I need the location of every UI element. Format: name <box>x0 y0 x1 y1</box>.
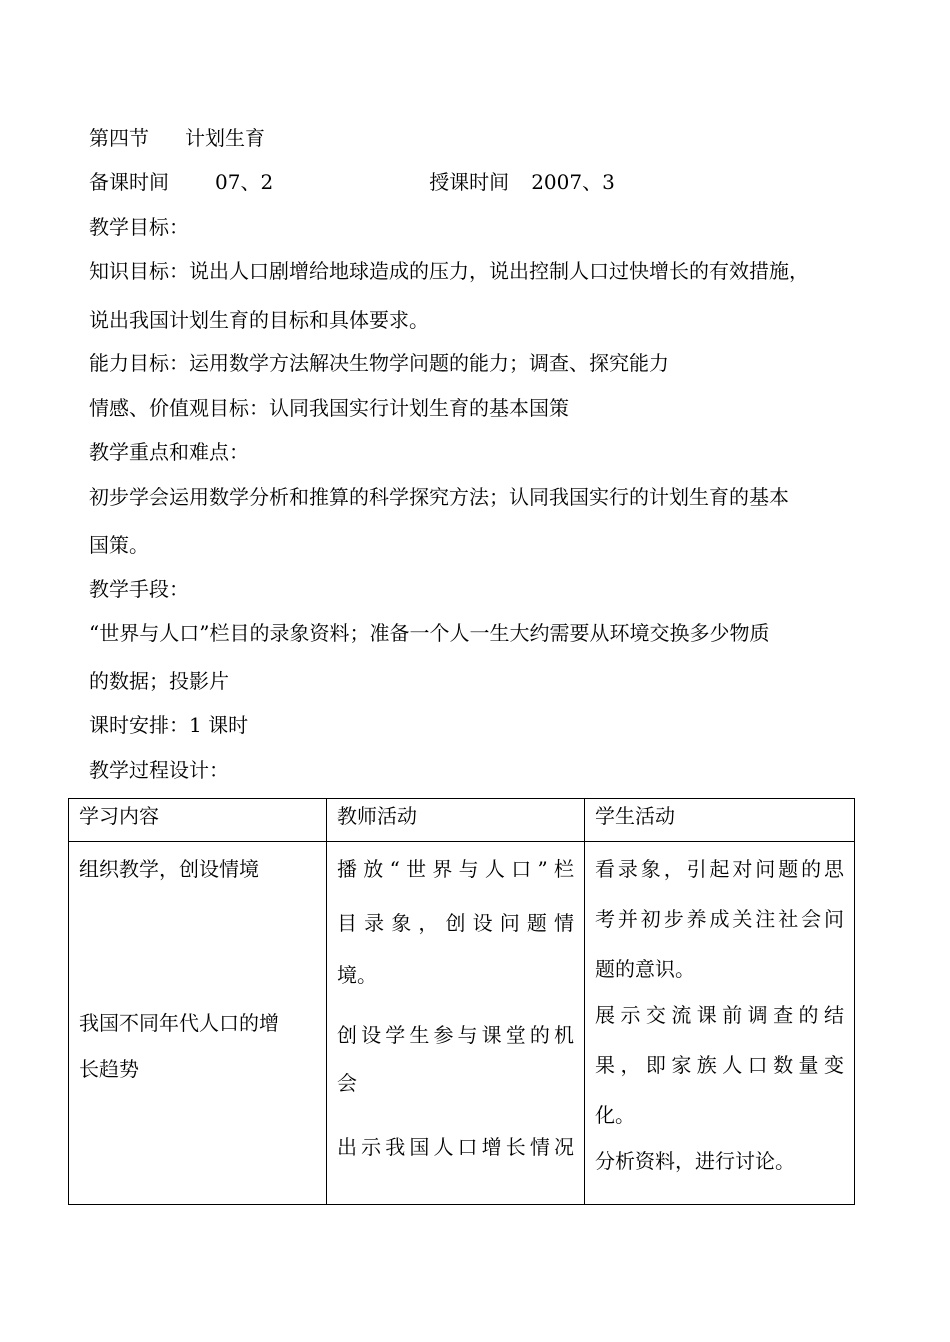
section-number: 第四节 <box>89 126 149 150</box>
teacher-activity-3: 出示我国人口增长情况 <box>337 1135 574 1159</box>
teacher-activity-2-line1: 创设学生参与课堂的机 <box>337 1023 574 1047</box>
teacher-activity-1-line3: 境。 <box>337 963 377 987</box>
student-activity-2-line1: 展示交流课前调查的结 <box>595 1003 844 1027</box>
teach-time-value: 2007、3 <box>531 170 615 194</box>
knowledge-objective-line1: 知识目标：说出人口剧增给地球造成的压力，说出控制人口过快增长的有效措施， <box>89 259 809 283</box>
objectives-heading: 教学目标： <box>89 215 189 239</box>
teacher-cell <box>327 842 585 1205</box>
schedule: 课时安排：1 课时 <box>89 713 249 737</box>
teacher-activity-2-line2: 会 <box>337 1071 357 1095</box>
student-activity-1-line1: 看录象，引起对问题的思 <box>595 857 844 881</box>
process-heading: 教学过程设计： <box>89 758 229 782</box>
key-points-line1: 初步学会运用数学分析和推算的科学探究方法；认同我国实行的计划生育的基本 <box>89 485 789 509</box>
table-row <box>69 842 855 1205</box>
teaching-means-heading: 教学手段： <box>89 577 189 601</box>
section-name: 计划生育 <box>185 126 265 150</box>
teaching-means-line2: 的数据；投影片 <box>89 669 229 693</box>
teacher-activity-1-line2: 目录象，创设问题情 <box>337 911 574 935</box>
student-activity-2-line3: 化。 <box>595 1103 635 1127</box>
student-activity-1-line3: 题的意识。 <box>595 957 695 981</box>
key-points-heading: 教学重点和难点： <box>89 440 249 464</box>
header-content: 学习内容 <box>69 799 327 842</box>
content-item-2-line1: 我国不同年代人口的增 <box>79 1011 279 1035</box>
teaching-means-line1: “世界与人口”栏目的录象资料；准备一个人一生大约需要从环境交换多少物质 <box>89 621 770 645</box>
teach-time-label: 授课时间 <box>429 170 510 194</box>
knowledge-objective-line2: 说出我国计划生育的目标和具体要求。 <box>89 308 429 332</box>
student-cell <box>585 842 855 1205</box>
content-item-1: 组织教学，创设情境 <box>79 857 259 881</box>
emotion-objective: 情感、价值观目标：认同我国实行计划生育的基本国策 <box>89 396 569 420</box>
teacher-activity-1-line1: 播放“世界与人口”栏 <box>337 857 574 881</box>
ability-objective: 能力目标：运用数学方法解决生物学问题的能力；调查、探究能力 <box>89 351 669 375</box>
student-activity-2-line2: 果，即家族人口数量变 <box>595 1053 844 1077</box>
teaching-process-table <box>68 798 855 1205</box>
prep-time-label: 备课时间 <box>89 170 169 194</box>
prep-time-value: 07、2 <box>215 170 274 194</box>
header-student: 学生活动 <box>585 799 855 842</box>
student-activity-1-line2: 考并初步养成关注社会问 <box>595 907 844 931</box>
time-line <box>89 170 615 194</box>
content-cell <box>69 842 327 1205</box>
key-points-line2: 国策。 <box>89 533 149 557</box>
table-header-row <box>69 799 855 842</box>
header-teacher: 教师活动 <box>327 799 585 842</box>
section-title <box>89 126 265 150</box>
student-activity-3: 分析资料，进行讨论。 <box>595 1149 795 1173</box>
content-item-2-line2: 长趋势 <box>79 1057 139 1081</box>
